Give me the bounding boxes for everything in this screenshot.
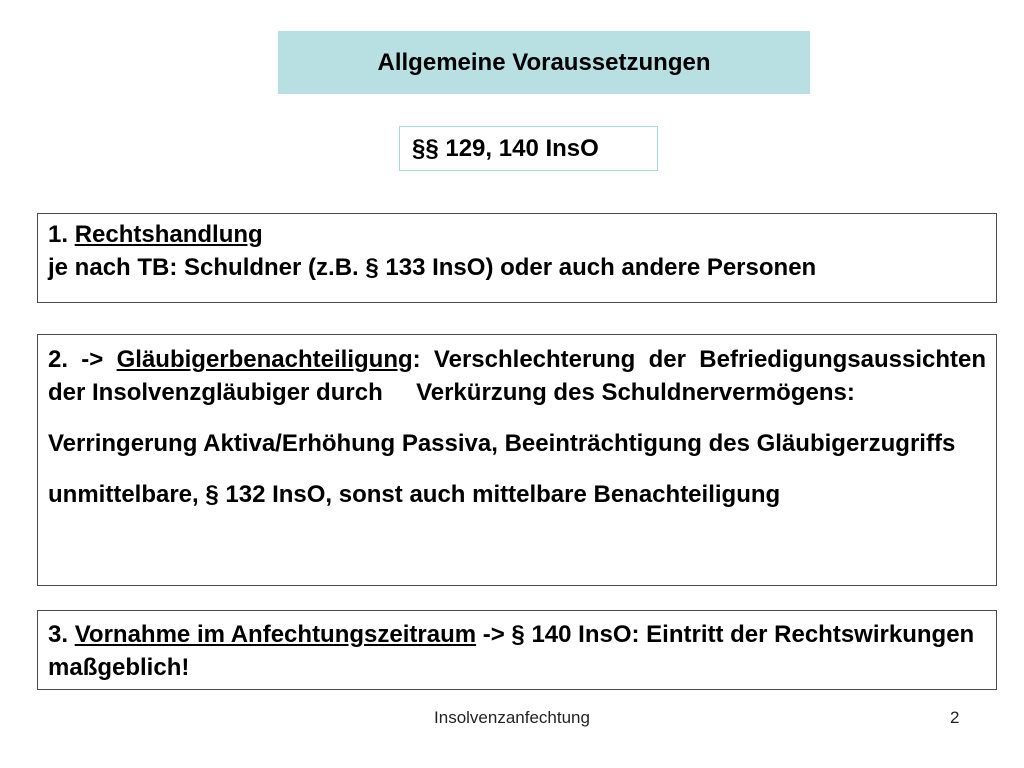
point-2-heading: Gläubigerbenachteiligung [116,346,413,373]
reference-text: §§ 129, 140 InsO [412,135,599,162]
point-2-types: unmittelbare, § 132 InsO, sonst auch mittelbare Benachteiligung [48,481,781,508]
point-3-text: -> § 140 InsO: Eintritt der Rechtswirkungen maßgeblich! [48,621,975,681]
point-2-box [37,334,997,586]
point-3-box [37,610,997,690]
footer-label: Insolvenzanfechtung [434,708,590,727]
page-number: 2 [950,708,960,727]
point-1-box [37,213,997,303]
slide-title-text: Allgemeine Voraussetzungen [377,48,711,76]
point-2-number: 2. -> [48,346,117,373]
slide-title [278,31,810,94]
point-1-number: 1. [48,221,75,248]
point-3-heading: Vornahme im Anfechtungszeitraum [74,621,477,648]
point-3-paragraph [48,618,986,684]
point-1-heading-line [48,218,986,251]
point-2-definition: : Verschlechterung der Befriedigungsaussichten der Insolvenzgläubiger durch Verkürzung des Schuldnervermögens: [48,346,993,406]
reference-box [399,126,658,171]
point-1-heading: Rechtshandlung [74,221,263,248]
point-2-paragraph [48,343,993,409]
point-2-examples: Verringerung Aktiva/Erhöhung Passiva, Beeinträchtigung des Gläubigerzugriffs [48,430,956,457]
point-3-number: 3. [48,621,75,648]
point-1-description: je nach TB: Schuldner (z.B. § 133 InsO) oder auch andere Personen [48,254,817,281]
